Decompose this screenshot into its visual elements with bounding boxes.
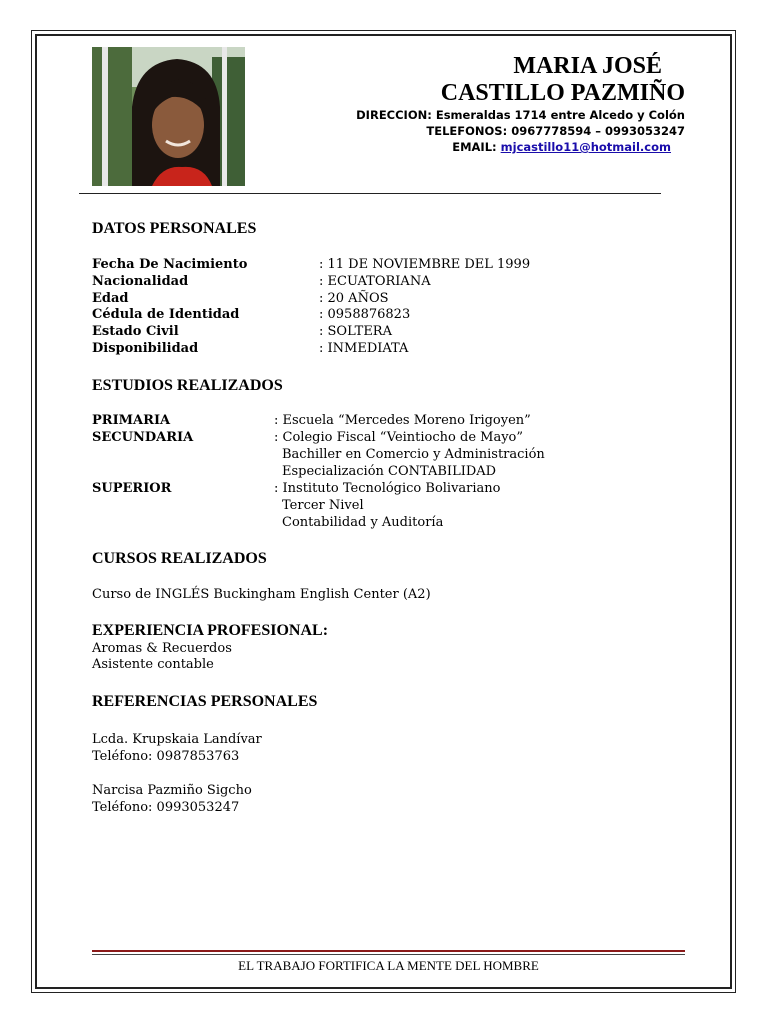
section-title-references: REFERENCIAS PERSONALES <box>92 693 318 710</box>
study-value: : Colegio Fiscal “Veintiocho de Mayo” <box>274 430 524 445</box>
study-value: Especialización CONTABILIDAD <box>282 464 497 479</box>
personal-value: : 20 AÑOS <box>319 291 389 306</box>
study-value: Tercer Nivel <box>282 498 364 513</box>
phones-label: TELEFONOS: <box>426 124 508 138</box>
section-title-studies: ESTUDIOS REALIZADOS <box>92 377 283 394</box>
footer-divider <box>92 950 685 955</box>
reference-1-name: Lcda. Krupskaia Landívar <box>92 732 262 747</box>
full-name-line1: MARIA JOSÉ <box>513 53 662 79</box>
footer-divider-thick <box>92 950 685 952</box>
reference-2-phone: Teléfono: 0993053247 <box>92 800 240 815</box>
reference-1-phone: Teléfono: 0987853763 <box>92 749 240 764</box>
study-value: Contabilidad y Auditoría <box>282 515 444 530</box>
footer-divider-thin <box>92 954 685 955</box>
personal-label: Fecha De Nacimiento <box>92 257 248 272</box>
phones-value: 0967778594 – 0993053247 <box>511 124 685 138</box>
full-name-line2: CASTILLO PAZMIÑO <box>440 80 685 106</box>
study-value: : Instituto Tecnológico Bolivariano <box>274 481 501 496</box>
study-value: Bachiller en Comercio y Administración <box>282 447 545 462</box>
section-title-experience: EXPERIENCIA PROFESIONAL: <box>92 622 329 639</box>
email-link[interactable]: mjcastillo11@hotmail.com <box>500 140 671 154</box>
personal-value: : SOLTERA <box>319 324 392 339</box>
address-value: Esmeraldas 1714 entre Alcedo y Colón <box>435 108 685 122</box>
personal-label: Disponibilidad <box>92 341 199 356</box>
experience-item: Aromas & Recuerdos <box>92 641 232 656</box>
section-title-personal: DATOS PERSONALES <box>92 220 257 237</box>
study-label: SUPERIOR <box>92 481 172 496</box>
address-label: DIRECCION: <box>356 108 432 122</box>
profile-photo-image <box>92 47 245 186</box>
personal-value: : 11 DE NOVIEMBRE DEL 1999 <box>319 257 531 272</box>
personal-value: : ECUATORIANA <box>319 274 431 289</box>
phones-line <box>426 123 685 139</box>
section-title-courses: CURSOS REALIZADOS <box>92 550 267 567</box>
personal-value: : INMEDIATA <box>319 341 409 356</box>
personal-label: Edad <box>92 291 129 306</box>
reference-2-name: Narcisa Pazmiño Sigcho <box>92 783 252 798</box>
email-line <box>452 139 671 155</box>
study-label: PRIMARIA <box>92 413 171 428</box>
footer-motto: EL TRABAJO FORTIFICA LA MENTE DEL HOMBRE <box>238 958 539 973</box>
header-divider <box>79 193 661 194</box>
study-label: SECUNDARIA <box>92 430 194 445</box>
address-line <box>356 107 685 123</box>
personal-value: : 0958876823 <box>319 307 411 322</box>
personal-label: Nacionalidad <box>92 274 189 289</box>
personal-label: Cédula de Identidad <box>92 307 240 322</box>
course-item: Curso de INGLÉS Buckingham English Center (A2) <box>92 587 431 602</box>
study-value: : Escuela “Mercedes Moreno Irigoyen” <box>274 413 531 428</box>
email-label: EMAIL: <box>452 140 497 154</box>
profile-photo <box>92 47 245 186</box>
personal-label: Estado Civil <box>92 324 179 339</box>
experience-item: Asistente contable <box>92 657 214 672</box>
